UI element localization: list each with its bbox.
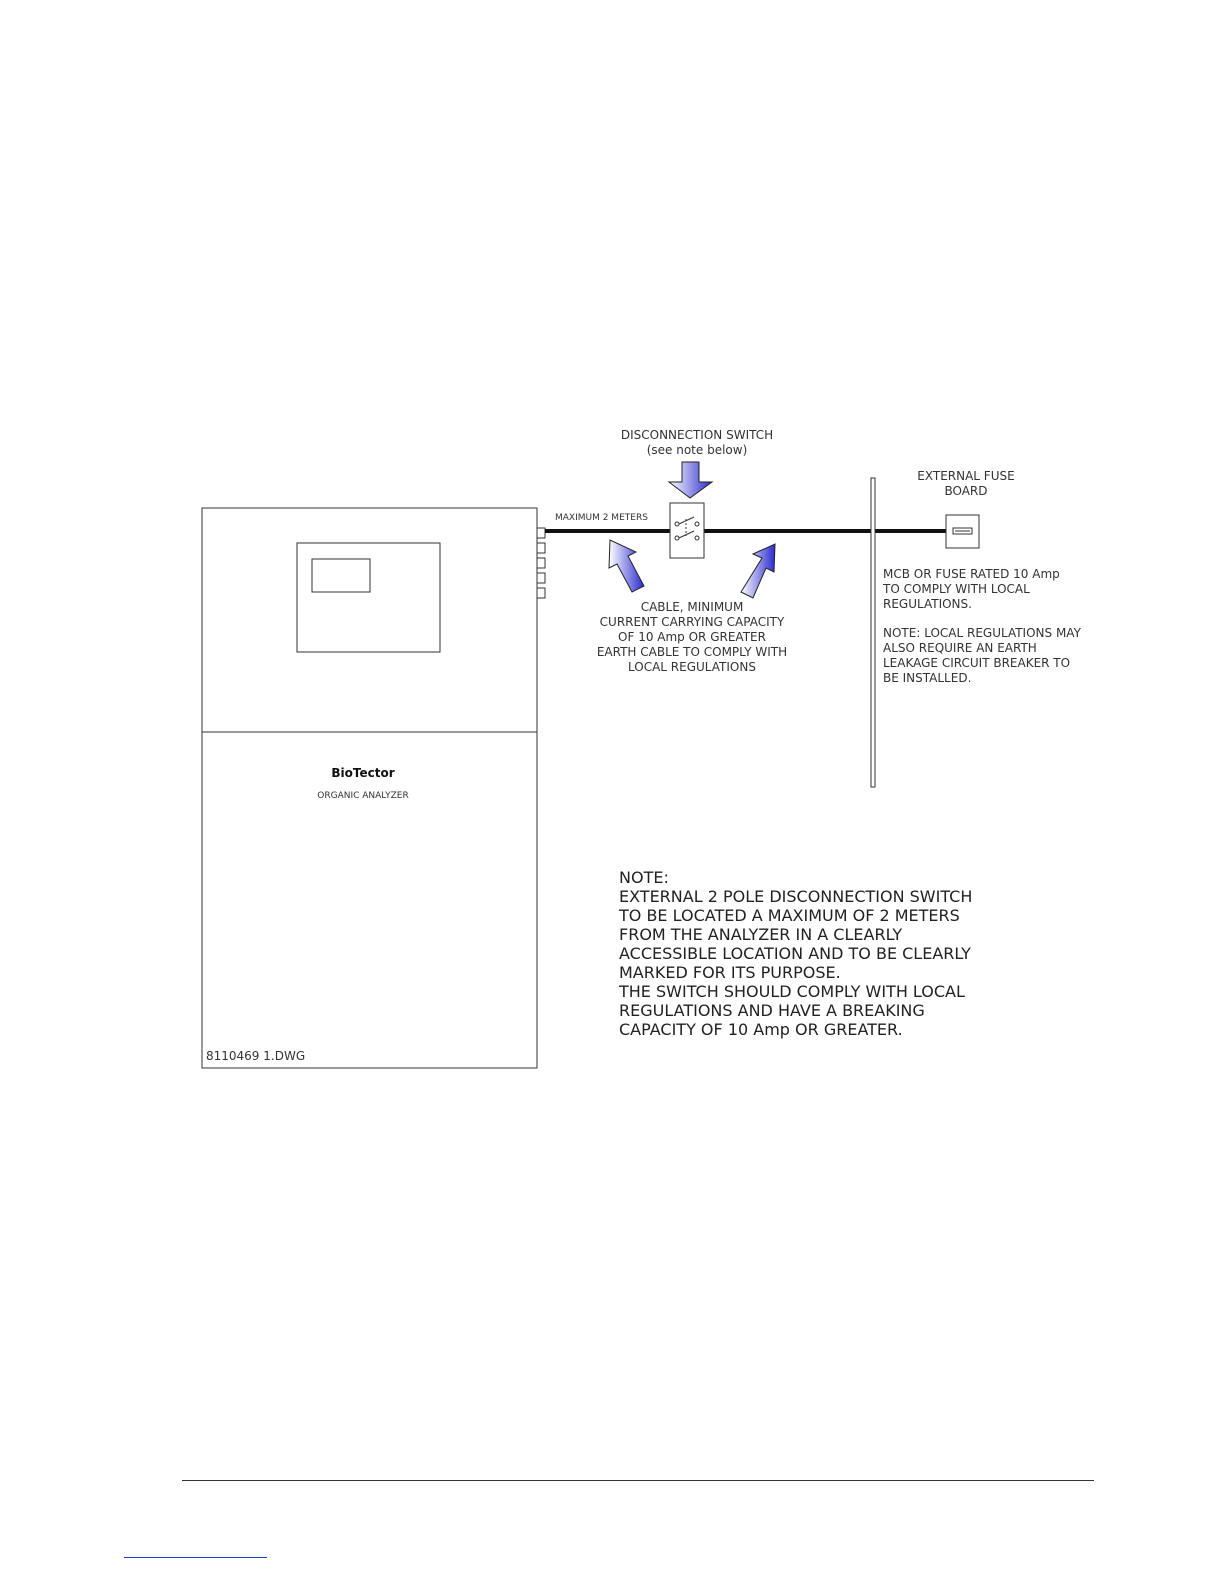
svg-text:NOTE: LOCAL REGULATIONS MAY: NOTE: LOCAL REGULATIONS MAY xyxy=(883,626,1081,640)
analyzer-brand: BioTector xyxy=(331,766,395,780)
svg-text:MARKED FOR ITS PURPOSE.: MARKED FOR ITS PURPOSE. xyxy=(619,963,841,982)
cable-note xyxy=(597,600,787,674)
svg-text:CAPACITY OF 10 Amp OR GREATER.: CAPACITY OF 10 Amp OR GREATER. xyxy=(619,1020,903,1039)
disconnection-switch xyxy=(670,503,704,558)
svg-text:BE INSTALLED.: BE INSTALLED. xyxy=(883,671,972,685)
svg-text:CABLE, MINIMUM: CABLE, MINIMUM xyxy=(640,600,744,614)
cable-glands xyxy=(537,528,545,598)
svg-text:LOCAL REGULATIONS: LOCAL REGULATIONS xyxy=(628,660,756,674)
svg-text:CURRENT CARRYING CAPACITY: CURRENT CARRYING CAPACITY xyxy=(599,615,785,629)
svg-text:LEAKAGE CIRCUIT BREAKER TO: LEAKAGE CIRCUIT BREAKER TO xyxy=(883,656,1071,670)
svg-text:NOTE:: NOTE: xyxy=(619,868,669,887)
mcb-note xyxy=(882,567,1060,611)
svg-text:REGULATIONS.: REGULATIONS. xyxy=(883,597,972,611)
analyzer-cabinet xyxy=(202,508,545,1068)
display-screen xyxy=(312,559,370,592)
svg-text:TO COMPLY WITH LOCAL: TO COMPLY WITH LOCAL xyxy=(883,582,1030,596)
cable-length-label: MAXIMUM 2 METERS xyxy=(555,513,648,523)
svg-text:TO BE LOCATED A MAXIMUM OF 2 M: TO BE LOCATED A MAXIMUM OF 2 METERS xyxy=(619,906,960,925)
drawing-id: 8110469 1.DWG xyxy=(206,1049,306,1063)
svg-text:FROM THE ANALYZER IN A CLEARLY: FROM THE ANALYZER IN A CLEARLY xyxy=(619,925,903,944)
footer-rule xyxy=(182,1480,1094,1481)
svg-text:ACCESSIBLE LOCATION AND TO BE: ACCESSIBLE LOCATION AND TO BE CLEARLY xyxy=(619,944,971,963)
svg-text:ALSO REQUIRE AN EARTH: ALSO REQUIRE AN EARTH xyxy=(883,641,1037,655)
fuse-board-label-1: EXTERNAL FUSE xyxy=(917,469,1015,483)
svg-text:OF 10 Amp OR GREATER: OF 10 Amp OR GREATER xyxy=(618,630,766,644)
svg-text:THE SWITCH SHOULD COMPLY WITH: THE SWITCH SHOULD COMPLY WITH LOCAL xyxy=(619,982,965,1001)
svg-text:EARTH CABLE TO COMPLY WITH: EARTH CABLE TO COMPLY WITH xyxy=(596,645,788,659)
footer-link-underline[interactable] xyxy=(124,1557,267,1558)
fuse-board-label-2: BOARD xyxy=(944,484,988,498)
svg-text:REGULATIONS AND HAVE A BREAKIN: REGULATIONS AND HAVE A BREAKING xyxy=(619,1001,925,1020)
fuse-board xyxy=(946,515,979,548)
svg-text:MCB OR FUSE RATED 10 Amp: MCB OR FUSE RATED 10 Amp xyxy=(883,567,1060,581)
wall xyxy=(871,478,875,787)
main-note xyxy=(618,868,972,1039)
cable-pointer-arrow-left xyxy=(609,540,644,592)
analyzer-type: ORGANIC ANALYZER xyxy=(317,791,409,801)
svg-text:EXTERNAL 2 POLE DISCONNECTION: EXTERNAL 2 POLE DISCONNECTION SWITCH xyxy=(619,887,973,906)
switch-title: DISCONNECTION SWITCH xyxy=(620,428,774,442)
cable-pointer-arrow-right xyxy=(741,544,775,598)
switch-pointer-arrow xyxy=(669,462,712,498)
switch-subtitle: (see note below) xyxy=(646,443,748,457)
earth-leakage-note xyxy=(883,626,1082,685)
